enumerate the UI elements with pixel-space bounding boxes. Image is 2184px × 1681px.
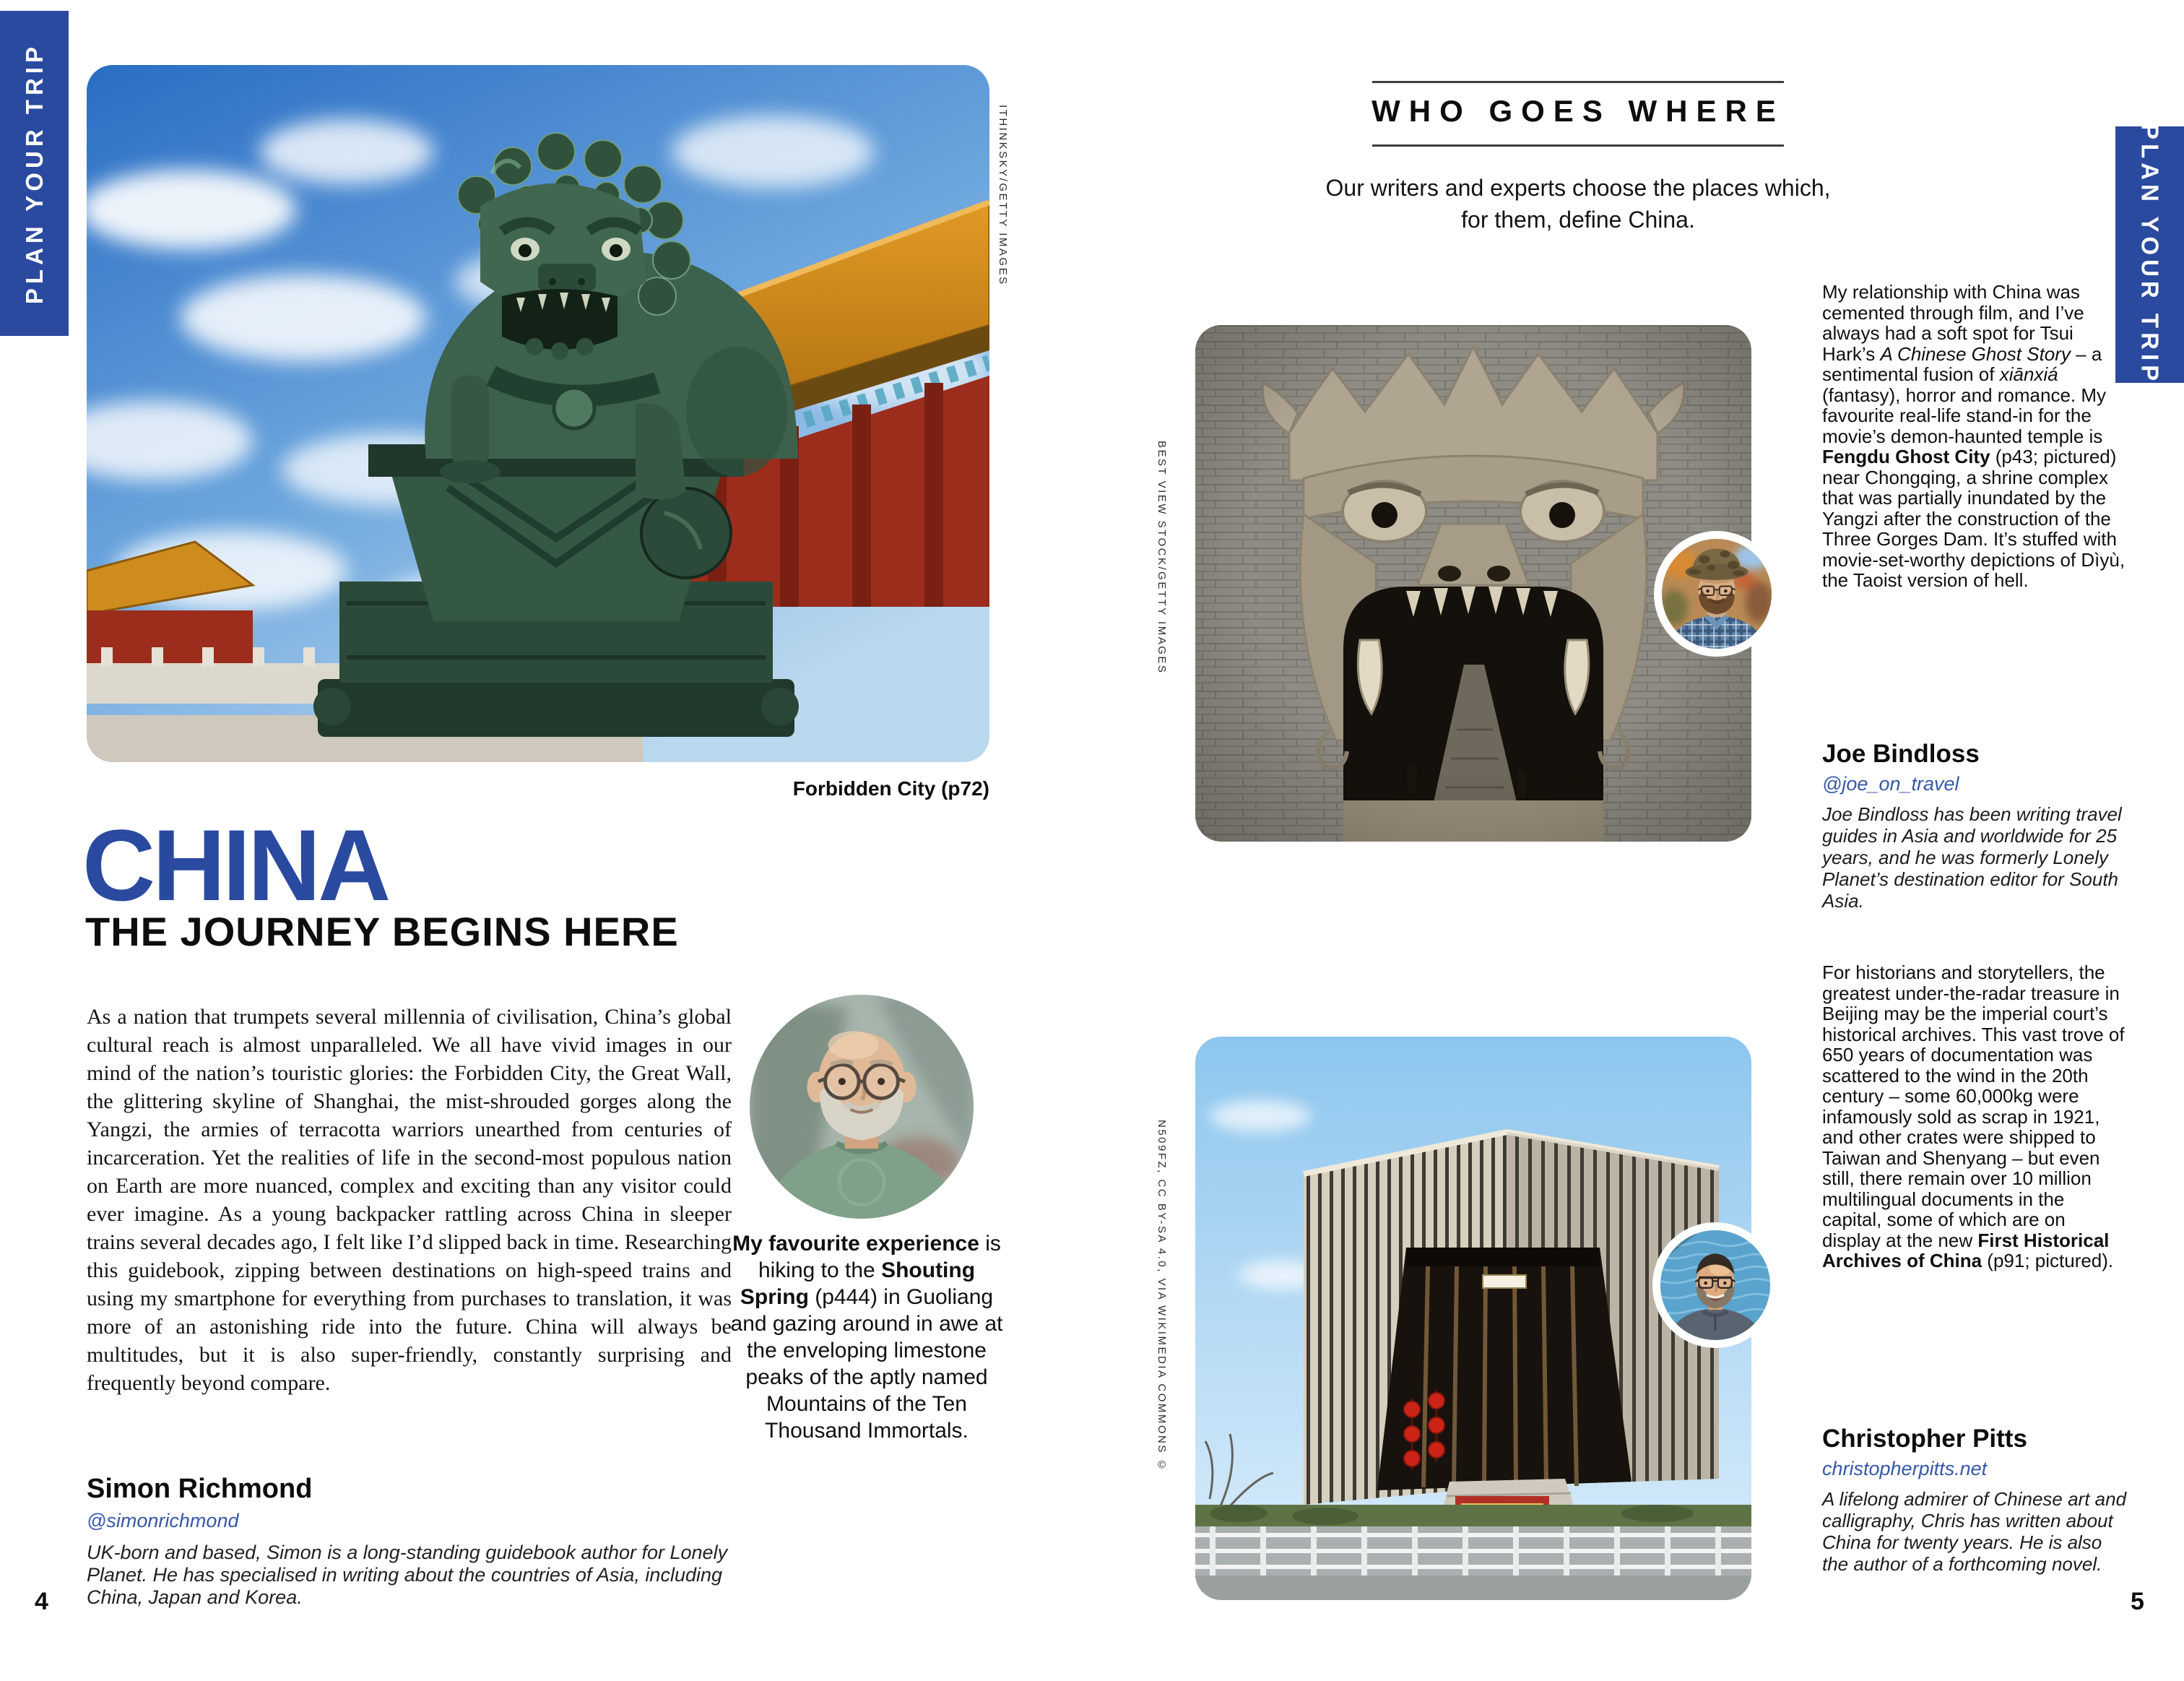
christopher-pitts-avatar <box>1652 1222 1778 1348</box>
favourite-mid: is hiking to the <box>758 1232 1001 1282</box>
fengdu-photo-credit: BEST VIEW STOCK/GETTY IMAGES <box>1156 441 1168 675</box>
who-goes-where-intro-line1: Our writers and experts choose the places which, <box>1325 175 1831 201</box>
archives-photo-credit: N509FZ, CC BY-SA 4.0, VIA WIKIMEDIA COMMONS © <box>1156 1120 1168 1474</box>
entry-joe-text: My relationship with China was cemented through film, and I’ve always had a soft spot for Tsui Hark’s <box>1822 281 2084 365</box>
author-handle-joe[interactable]: @joe_on_travel <box>1822 773 1959 795</box>
forbidden-city-photo-credit: ITHINKSKY/GETTY IMAGES <box>997 105 1009 286</box>
entry-joe-text: (fantasy), horror and romance. My favourite real-life stand-in for the movie’s demon-haunted temple is <box>1822 384 2107 447</box>
place-fengdu: Fengdu Ghost City <box>1822 446 1990 467</box>
page-number-left: 4 <box>35 1588 48 1615</box>
favourite-experience-note <box>722 1230 1011 1444</box>
author-bio-simon: UK-born and based, Simon is a long-standing guidebook author for Lonely Planet. He has specialised in writing about the countries of Asia, including China, Japan and Korea. <box>87 1542 728 1608</box>
entry-chris-text: For historians and storytellers, the greatest under-the-radar treasure in Beijing may be the imperial court’s historical archives. This vast trove of 650 years of documentation was scattered to the wind in the 20th century – some 60,000kg were infamously sold as scrap in 1921, and other crates were shipped to Taiwan and Shenyang – but even still, there remain over 10 million multilingual documents in the capital, some of which are on display at the new <box>1822 962 2125 1251</box>
page-title: CHINA <box>82 808 389 922</box>
author-name-simon: Simon Richmond <box>87 1474 313 1504</box>
favourite-place: Shouting Spring <box>740 1258 976 1309</box>
header-rule-bottom <box>1372 144 1784 147</box>
author-bio-chris: A lifelong admirer of Chinese art and calligraphy, Chris has written about China for twenty years. He is also the author of a forthcoming novel. <box>1822 1488 2127 1575</box>
page-subtitle: THE JOURNEY BEGINS HERE <box>85 909 679 954</box>
favourite-lead: My favourite experience <box>732 1232 979 1256</box>
entry-chris-paragraph <box>1822 962 2127 1271</box>
forbidden-city-photo <box>87 65 989 762</box>
page-number-right: 5 <box>2131 1588 2144 1615</box>
simon-richmond-portrait <box>750 995 974 1219</box>
author-handle-chris[interactable]: christopherpitts.net <box>1822 1458 1988 1479</box>
intro-paragraph: As a nation that trumpets several millennia of civilisation, China’s global cultural reach is almost unparalleled. We all have vivid images in our mind of the nation’s touristic glories: the Forbidden City, the Great Wall, the glittering skyline of Shanghai, the mist-shrouded gorges along the Yangzi, the armies of terracotta warriors unearthed from centuries of incarceration. Yet the realities of life in the second-most populous nation on Earth are more nuanced, complex and exciting than any visitor could ever imagine. As a young backpacker rattling across China in sleeper trains several decades ago, I felt like I’d slipped back in time. Researching this guidebook, zipping between destinations on high-speed trains and using my smartphone for everything from purchases to translation, it was more of an astonishing ride into the future. China will always be multitudes, but it is also super-friendly, constantly surprising and frequently beyond compare. <box>87 1005 732 1395</box>
header-rule-top <box>1372 81 1784 83</box>
place-archives: First Historical Archives of China <box>1822 1229 2110 1271</box>
entry-chris-text: (p91; pictured). <box>1982 1250 2114 1271</box>
plan-your-trip-label: PLAN YOUR TRIP <box>2136 124 2164 386</box>
author-handle-simon[interactable]: @simonrichmond <box>87 1510 239 1531</box>
favourite-rest: (p444) in Guoliang and gazing around in awe at the enveloping limestone peaks of the aptly named Mountains of the Ten Thousand Immortals. <box>730 1285 1003 1443</box>
movie-title: A Chinese Ghost Story <box>1880 342 2071 365</box>
joe-bindloss-avatar <box>1654 531 1780 657</box>
plan-your-trip-tab-left <box>0 11 69 336</box>
plan-your-trip-label: PLAN YOUR TRIP <box>20 42 48 305</box>
who-goes-where-heading: WHO GOES WHERE <box>1372 94 1785 128</box>
entry-joe-text: (p43; pictured) near Chongqing, a shrine complex that was partially inundated by the Yangzi after the construction of the Three Gorges Dam. It’s stuffed with movie-set-worthy depictions of Dìyù, the Taoist version of hell. <box>1822 446 2126 591</box>
forbidden-city-caption: Forbidden City (p72) <box>792 777 989 800</box>
author-name-joe: Joe Bindloss <box>1822 740 1980 768</box>
term-xianxia: xiānxiá <box>1999 363 2058 385</box>
entry-joe-paragraph <box>1822 282 2127 591</box>
author-bio-joe: Joe Bindloss has been writing travel guides in Asia and worldwide for 25 years, and he was formerly Lonely Planet’s destination editor for South Asia. <box>1822 803 2122 912</box>
entry-joe-text: – a sentimental fusion of <box>1822 342 2102 385</box>
who-goes-where-intro-line2: for them, define China. <box>1461 207 1695 233</box>
author-name-chris: Christopher Pitts <box>1822 1425 2027 1453</box>
